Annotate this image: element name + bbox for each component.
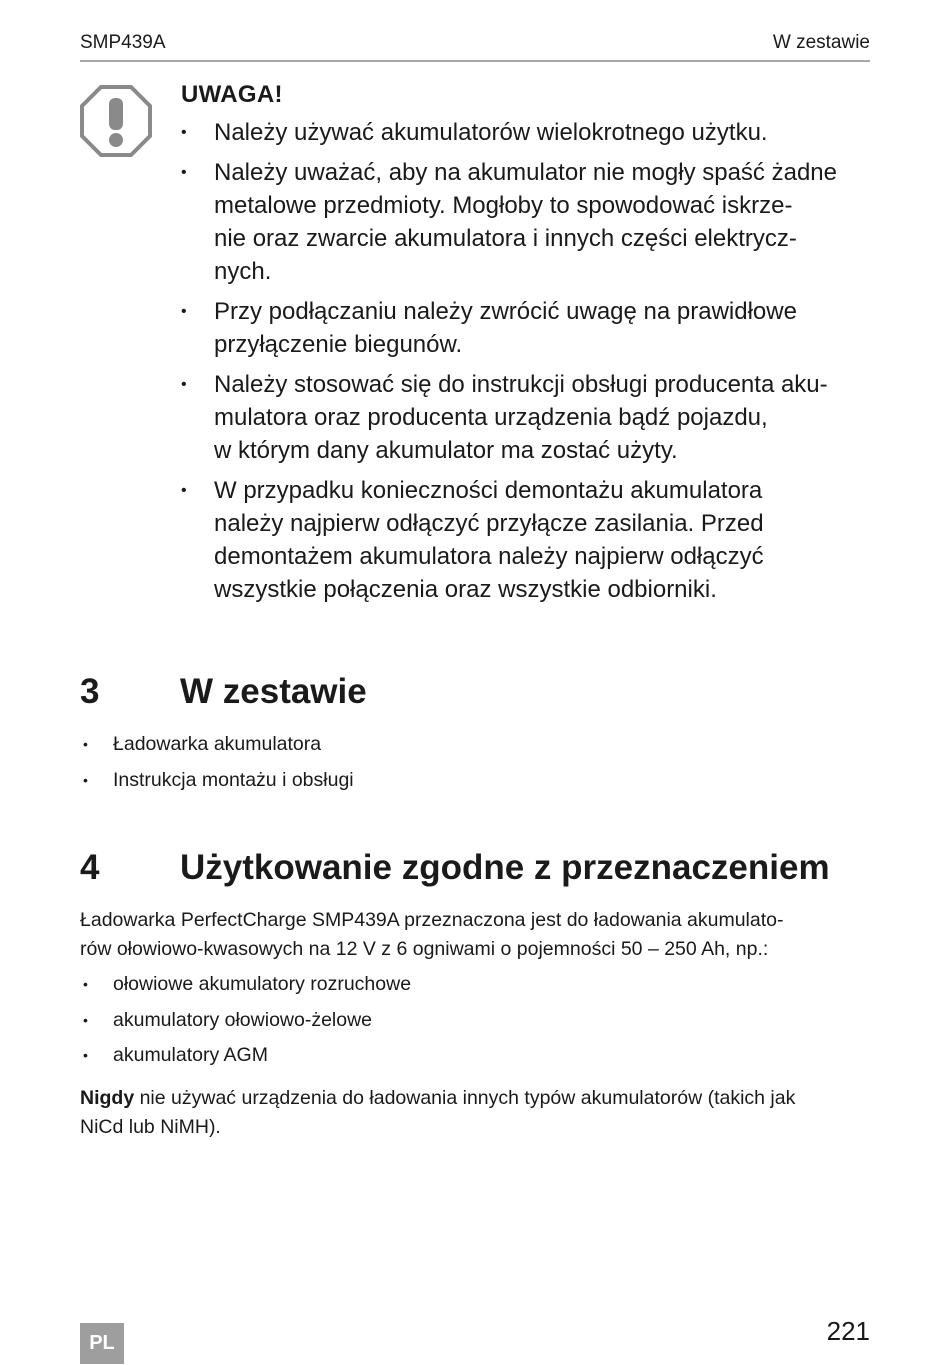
list-item-text: Instrukcja montażu i obsługi (113, 768, 354, 791)
bullet: • (181, 164, 187, 181)
list-item (80, 768, 870, 792)
section-number: 4 (80, 848, 100, 887)
warning-item (181, 295, 874, 361)
warning-item (181, 368, 874, 467)
warning-line: W przypadku konieczności demontażu akumulatora (214, 477, 763, 504)
package-contents-list (80, 732, 870, 803)
intended-use-paragraph (80, 906, 880, 964)
bullet: • (181, 124, 187, 141)
paragraph-line: rów ołowiowo-kwasowych na 12 V z 6 ogniwami o pojemności 50 – 250 Ah, np.: (80, 938, 769, 960)
warning-item (181, 116, 874, 149)
battery-types-list (80, 972, 870, 1079)
list-item (80, 1008, 870, 1032)
warning-title: UWAGA! (181, 81, 283, 108)
header-section: W zestawie (772, 32, 870, 53)
warning-line: wszystkie połączenia oraz wszystkie odbiorniki. (214, 576, 717, 603)
never-note (80, 1084, 880, 1142)
header-model: SMP439A (80, 32, 166, 53)
bullet: • (83, 771, 88, 788)
warning-line: Należy stosować się do instrukcji obsługi producenta aku- (214, 371, 828, 398)
bullet: • (83, 1011, 88, 1028)
page-header (80, 30, 870, 62)
bullet: • (83, 976, 88, 992)
warning-line: Przy podłączaniu należy zwrócić uwagę na prawidłowe (214, 298, 797, 325)
note-text: nie używać urządzenia do ładowania innych typów akumulatorów (takich jak (134, 1087, 796, 1109)
list-item-text: akumulatory ołowiowo-żelowe (113, 1008, 373, 1031)
note-emphasis: Nigdy (80, 1087, 135, 1109)
list-item-text: Ładowarka akumulatora (113, 733, 322, 755)
warning-list (181, 116, 881, 606)
page-number: 221 (826, 1316, 870, 1346)
warning-line: przyłączenie biegunów. (214, 331, 463, 358)
warning-line: nie oraz zwarcie akumulatora i innych części elektrycz- (214, 225, 797, 252)
warning-exclamation-octagon-icon (80, 85, 152, 157)
list-item (80, 972, 870, 996)
bullet: • (83, 1047, 88, 1063)
warning-line: należy najpierw odłączyć przyłącze zasilania. Przed (214, 510, 764, 537)
list-item-text: akumulatory AGM (113, 1044, 268, 1066)
warning-line: nych. (214, 258, 272, 285)
warning-item (181, 156, 874, 288)
warning-line: demontażem akumulatora należy najpierw odłączyć (214, 543, 764, 570)
paragraph-line: Ładowarka PerfectCharge SMP439A przeznaczona jest do ładowania akumulato- (80, 909, 784, 931)
warning-line: metalowe przedmioty. Mogłoby to spowodować iskrze- (214, 192, 793, 219)
note-text: NiCd lub NiMH). (80, 1116, 221, 1138)
warning-item (181, 474, 874, 606)
list-item (80, 1043, 870, 1067)
bullet: • (181, 482, 187, 499)
warning-line: Należy uważać, aby na akumulator nie mogły spaść żadne (214, 159, 837, 186)
warning-block (181, 80, 881, 613)
warning-line: mulatora oraz producenta urządzenia bądź pojazdu, (214, 404, 768, 431)
list-item (80, 732, 870, 756)
section-number: 3 (80, 672, 100, 711)
bullet: • (181, 376, 187, 393)
list-item-text: ołowiowe akumulatory rozruchowe (113, 973, 412, 995)
section-title: Użytkowanie zgodne z przeznaczeniem (180, 848, 830, 887)
section-title: W zestawie (180, 672, 367, 711)
language-badge: PL (80, 1323, 124, 1364)
bullet: • (181, 303, 187, 320)
warning-line: Należy używać akumulatorów wielokrotnego użytku. (214, 119, 768, 146)
warning-line: w którym dany akumulator ma zostać użyty. (214, 437, 678, 464)
bullet: • (83, 736, 88, 752)
